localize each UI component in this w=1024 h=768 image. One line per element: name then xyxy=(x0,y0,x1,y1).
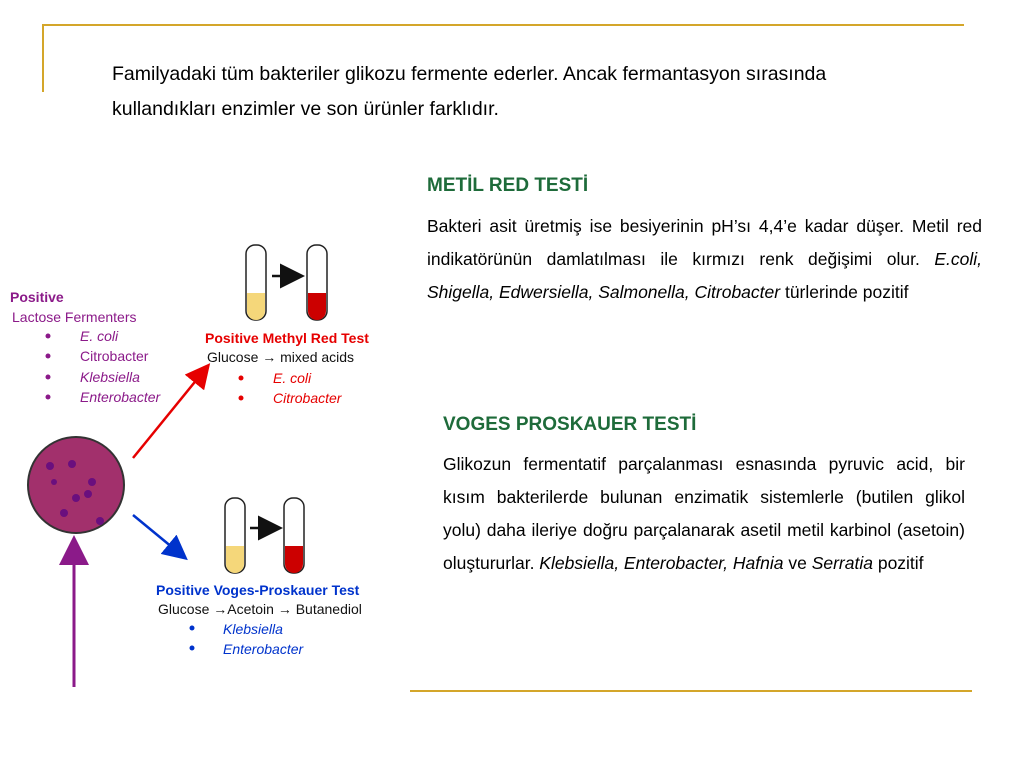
mr-reaction: Glucose → mixed acids xyxy=(207,349,355,365)
methyl-red-paragraph xyxy=(427,210,982,309)
voges-proskauer-tubes xyxy=(225,498,304,573)
left-item: E. coli xyxy=(80,328,119,344)
voges-proskauer-heading: VOGES PROSKAUER TESTİ xyxy=(443,414,697,435)
vp-item: Klebsiella xyxy=(223,621,283,637)
vp-text-end: pozitif xyxy=(872,553,924,573)
bottom-rule xyxy=(410,690,972,692)
methyl-red-organisms: E.coli, Shigella, Edwersiella, Salmonella, Citrobacter xyxy=(427,249,982,302)
vp-text-mid: ve xyxy=(783,553,812,573)
vp-list xyxy=(190,621,305,657)
fermentation-diagram xyxy=(0,230,410,700)
left-title: Positive xyxy=(10,289,64,305)
vp-reaction: Glucose →Acetoin → Butanediol xyxy=(158,601,362,617)
vp-title: Positive Voges-Proskauer Test xyxy=(156,582,360,598)
methyl-red-heading: METİL RED TESTİ xyxy=(427,175,589,196)
voges-proskauer-paragraph xyxy=(443,448,965,580)
left-item: Enterobacter xyxy=(80,389,161,405)
methyl-red-tubes xyxy=(246,245,327,320)
mr-title: Positive Methyl Red Test xyxy=(205,330,369,346)
blue-arrow xyxy=(133,515,184,557)
left-rule xyxy=(42,24,44,92)
left-item: Klebsiella xyxy=(80,369,140,385)
red-arrow xyxy=(133,367,207,458)
vp-item: Enterobacter xyxy=(223,641,304,657)
methyl-red-text: Bakteri asit üretmiş ise besiyerinin pH’sı 4,4’e kadar düşer. Metil red indikatörünün damlatılması ile kırmızı renk değişimi olur. xyxy=(427,216,982,269)
intro-paragraph: Familyadaki tüm bakteriler glikozu fermente ederler. Ancak fermantasyon sırasında kullandıkları enzimler ve son ürünler farklıdır. xyxy=(112,63,827,120)
vp-text: Glikozun fermentatif parçalanması esnasında pyruvic acid, bir kısım bakterilerde bulunan enzimatik sistemlerle (butilen glikol yolu) daha ileriye doğru parçalanarak asetil metil karbinol (asetoin) oluştururlar. xyxy=(443,454,965,573)
top-rule xyxy=(44,24,964,26)
left-item: Citrobacter xyxy=(80,348,149,364)
left-subtitle: Lactose Fermenters xyxy=(12,309,137,325)
methyl-red-text-end: türlerinde pozitif xyxy=(780,282,909,302)
petri-dish xyxy=(28,437,124,533)
mr-list xyxy=(239,370,343,406)
vp-organism-serratia: Serratia xyxy=(811,553,873,573)
vp-organisms: Klebsiella, Enterobacter, Hafnia xyxy=(539,553,784,573)
left-list xyxy=(46,328,162,405)
mr-item: E. coli xyxy=(273,370,312,386)
mr-item: Citrobacter xyxy=(273,390,342,406)
